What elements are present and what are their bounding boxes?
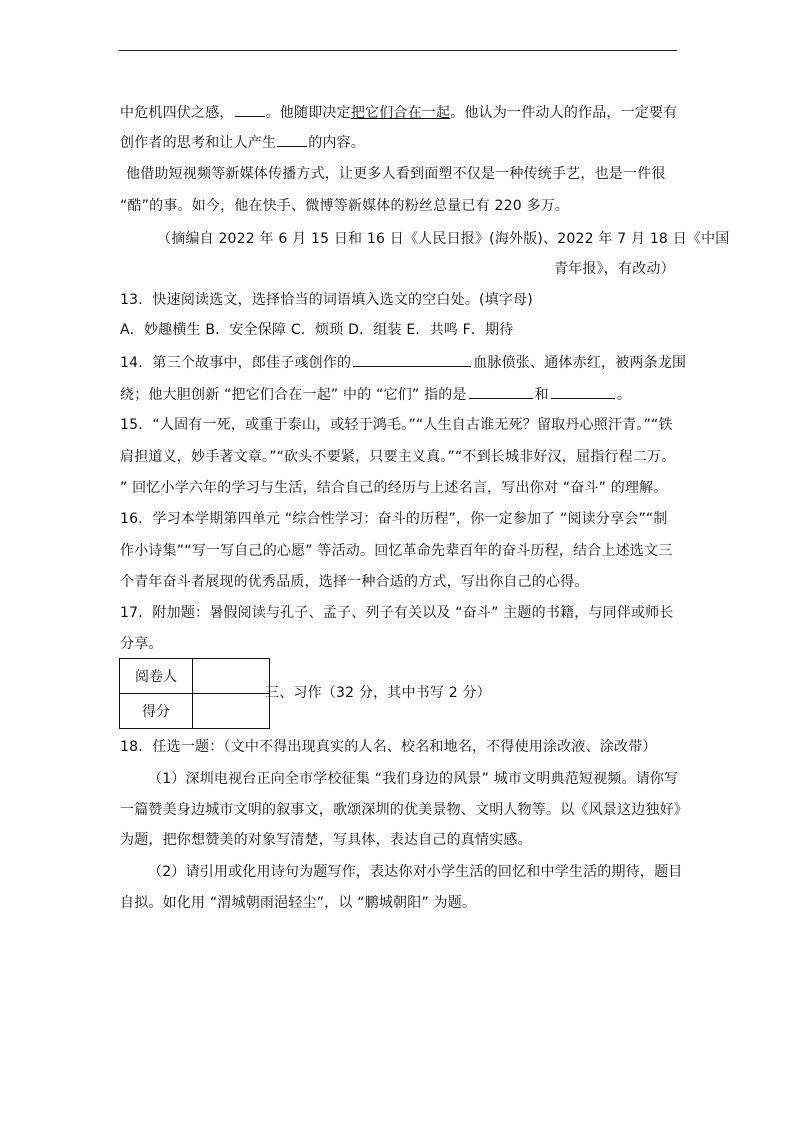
question-15-line-1: 15．“人固有一死，或重于泰山，或轻于鸿毛。”“人生自古谁无死？留取丹心照汗青。”“铁 <box>120 417 673 433</box>
question-14-line-2: 绕；他大胆创新 “把它们合在一起” 中的 “它们” 指的是 和 。 <box>120 384 631 405</box>
source-citation-1: （摘编自 2022 年 6 月 15 日和 16 日《人民日报》(海外版)、2022 年 7 月 18 日《中国 <box>157 231 730 247</box>
reviewer-cell <box>193 659 270 694</box>
question-18-option-1-line-3: 为题，把你想赞美的对象写清楚，写具体，表达自己的真情实感。 <box>120 832 532 848</box>
passage-line-2: 创作者的思考和让人产生 的内容。 <box>120 132 365 153</box>
fill-blank <box>469 384 533 399</box>
underlined-phrase: 把它们合在一起 <box>350 105 451 121</box>
passage-line-4: “酷”的事。如今，他在快手、微博等新媒体的粉丝总量已有 220 多万。 <box>120 198 570 214</box>
question-17-line-2: 分享。 <box>120 636 163 652</box>
header-rule <box>119 50 677 51</box>
reviewer-label: 阅卷人 <box>120 659 193 694</box>
question-16-line-2: 作小诗集”“写一写自己的心愿” 等活动。回忆革命先辈百年的奋斗历程，结合上述选文三 <box>120 543 673 559</box>
question-17-line-1: 17．附加题：暑假阅读与孔子、孟子、列子有关以及 “奋斗” 主题的书籍，与同伴或师长 <box>120 605 674 621</box>
question-18-option-1-line-2: 一篇赞美身边城市文明的叙事文，歌颂深圳的优美景物、文明人物等。以《风景这边独好》 <box>120 802 688 818</box>
passage-line-1: 中危机四伏之感， 。他随即决定把它们合在一起。他认为一件动人的作品，一定要有 <box>120 102 677 123</box>
question-15-line-3: ” 回忆小学六年的学习与生活，结合自己的经历与上述名言，写出你对 “奋斗” 的理解。 <box>120 480 668 496</box>
question-16-line-3: 个青年奋斗者展现的优秀品质，选择一种合适的方式，写出你自己的心得。 <box>120 574 589 590</box>
question-18: 18．任选一题：（文中不得出现真实的人名、校名和地名，不得使用涂改液、涂改带） <box>120 739 657 755</box>
question-15-line-2: 肩担道义，妙手著文章。”“砍头不要紧，只要主义真。”“不到长城非好汉，屈指行程二万。 <box>120 449 676 465</box>
fill-blank <box>235 102 265 117</box>
score-label: 得分 <box>120 694 193 729</box>
question-13: 13．快速阅读选文，选择恰当的词语填入选文的空白处。(填字母) <box>120 292 533 308</box>
question-18-option-1-line-1: （1）深圳电视台正向全市学校征集 “我们身边的风景” 城市文明典范短视频。请你写 <box>148 771 679 787</box>
score-table <box>119 658 270 729</box>
fill-blank <box>277 132 307 147</box>
score-cell <box>193 694 270 729</box>
question-18-option-2-line-1: （2）请引用或化用诗句为题写作，表达你对小学生活的回忆和中学生活的期待，题目 <box>148 864 683 880</box>
fill-blank <box>551 384 615 399</box>
question-13-options: A．妙趣横生 B．安全保障 C．烦琐 D．组装 E．共鸣 F．期待 <box>120 322 514 338</box>
fill-blank <box>353 352 471 367</box>
question-18-option-2-line-2: 自拟。如化用 “渭城朝雨浥轻尘”，以 “鹏城朝阳” 为题。 <box>120 895 477 911</box>
section-3-heading: 三、习作（32 分，其中书写 2 分） <box>265 685 491 701</box>
source-citation-2: 青年报》，有改动） <box>554 261 675 277</box>
question-16-line-1: 16．学习本学期第四单元 “综合性学习：奋斗的历程”，你一定参加了 “阅读分享会”“制 <box>120 511 668 527</box>
passage-line-3: 他借助短视频等新媒体传播方式，让更多人看到面塑不仅是一种传统手艺，也是一件很 <box>126 166 666 182</box>
question-14-line-1: 14．第三个故事中，郎佳子彧创作的 血脉偾张、通体赤红，被两条龙围 <box>120 352 686 373</box>
